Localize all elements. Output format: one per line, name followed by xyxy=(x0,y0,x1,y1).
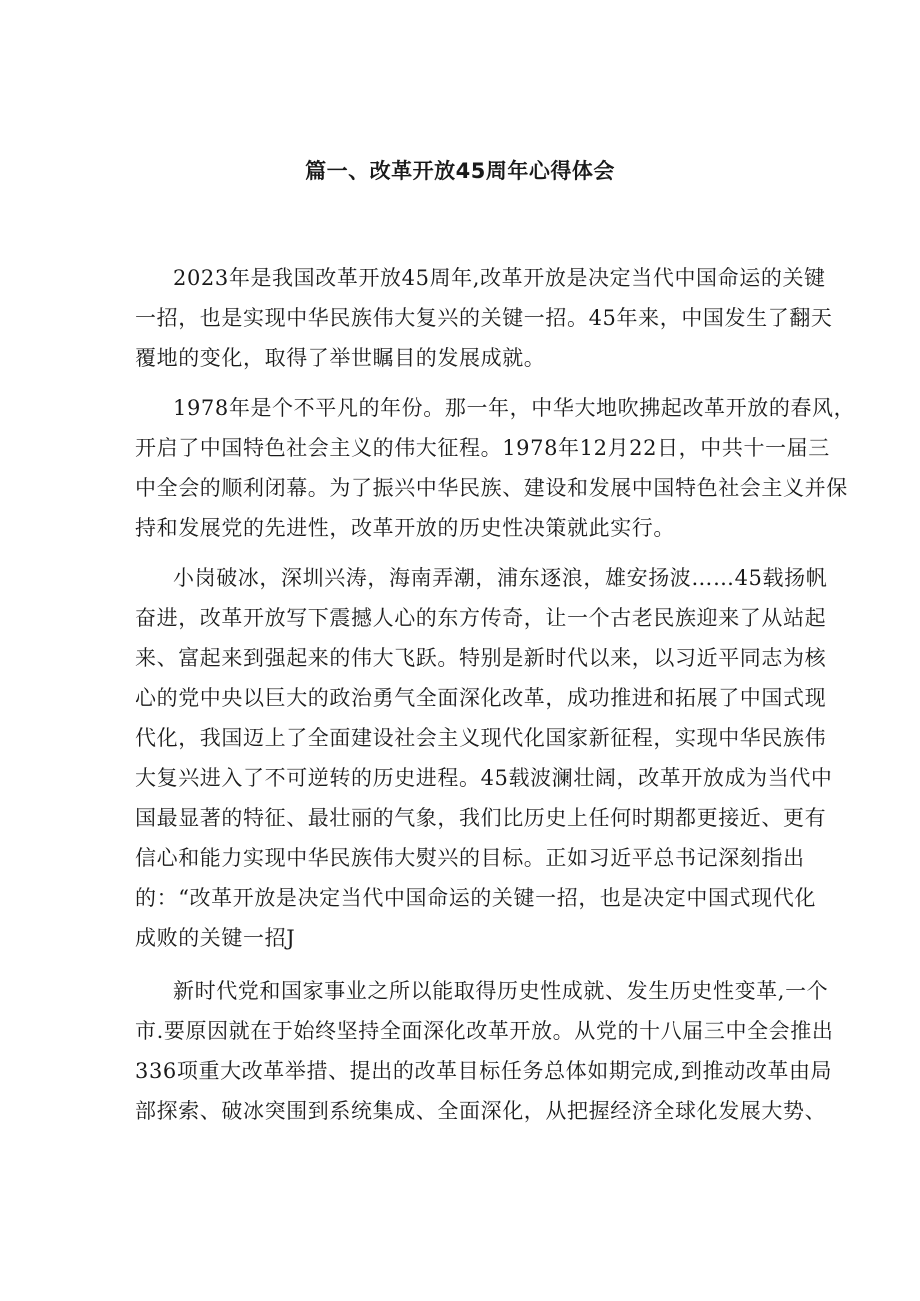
body-line: 覆地的变化，取得了举世瞩目的发展成就。 xyxy=(135,346,546,370)
body-line: 市.要原因就在于始终坚持全面深化改革开放。从党的十八届三中全会推出 xyxy=(135,1019,834,1043)
body-line: 成败的关键一招J xyxy=(135,926,296,950)
body-line: 部探索、破冰突围到系统集成、全面深化，从把握经济全球化发展大势、 xyxy=(135,1099,827,1123)
body-line: 1978年是个不平凡的年份。那一年，中华大地吹拂起改革开放的春风， xyxy=(173,396,856,420)
body-line: 的：“改革开放是决定当代中国命运的关键一招，也是决定中国式现代化 xyxy=(135,886,816,910)
body-line: 持和发展党的先进性，改革开放的历史性决策就此实行。 xyxy=(135,516,675,540)
body-line: 信心和能力实现中华民族伟大熨兴的目标。正如习近平总书记深刻指出 xyxy=(135,846,805,870)
body-line: 大复兴进入了不可逆转的历史进程。45载波澜壮阔，改革开放成为当代中 xyxy=(135,766,833,790)
body-line: 一招，也是实现中华民族伟大复兴的关键一招。45年来，中国发生了翻天 xyxy=(135,306,833,330)
body-line: 奋进，改革开放写下震撼人心的东方传奇，让一个古老民族迎来了从站起 xyxy=(135,606,827,630)
body-line: 中全会的顺利闭幕。为了振兴中华民族、建设和发展中国特色社会主义并保 xyxy=(135,476,848,500)
page-title: 篇一、改革开放45周年心得体会 xyxy=(305,159,615,183)
body-line: 336项重大改革举措、提出的改革目标任务总体如期完成,到推动改革由局 xyxy=(135,1059,833,1083)
body-line: 代化，我国迈上了全面建设社会主义现代化国家新征程，实现中华民族伟 xyxy=(135,726,827,750)
body-line: 小岗破冰，深圳兴涛，海南弄潮，浦东逐浪，雄安扬波……45载扬帆 xyxy=(173,566,828,590)
body-line: 新时代党和国家事业之所以能取得历史性成就、发生历史性变革,一个 xyxy=(173,979,829,1003)
body-line: 开启了中国特色社会主义的伟大征程。1978年12月22日，中共十一届三 xyxy=(135,436,830,460)
body-line: 国最显著的特征、最壮丽的气象，我们比历史上任何时期都更接近、更有 xyxy=(135,806,827,830)
body-line: 心的党中央以巨大的政治勇气全面深化改革，成功推进和拓展了中国式现 xyxy=(135,686,827,710)
body-line: 来、富起来到强起来的伟大飞跃。特别是新时代以来，以习近平同志为核 xyxy=(135,646,827,670)
body-line: 2023年是我国改革开放45周年,改革开放是决定当代中国命运的关键 xyxy=(173,266,826,290)
